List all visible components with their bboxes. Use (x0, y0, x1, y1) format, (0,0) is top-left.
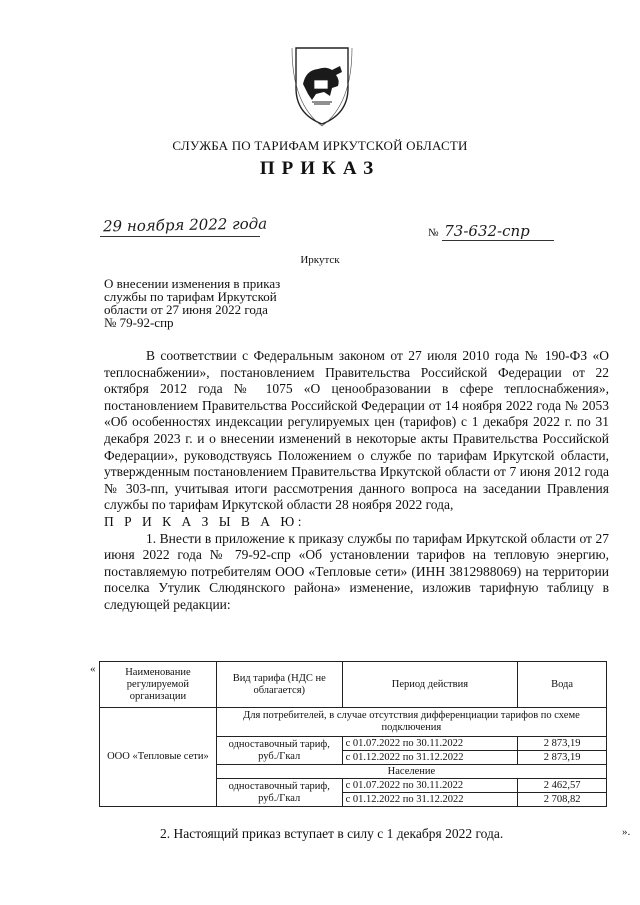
table-row (100, 708, 607, 737)
value-cell: 2 708,82 (518, 793, 607, 807)
tariff-table (99, 661, 607, 807)
header-tariff: Вид тарифа (НДС не облагается) (216, 662, 342, 708)
value-cell: 2 873,19 (518, 737, 607, 751)
subject-line: службы по тарифам Иркутской (104, 289, 277, 304)
coat-of-arms-icon (288, 44, 356, 128)
period-cell: с 01.12.2022 по 31.12.2022 (342, 751, 518, 765)
table-header-row (100, 662, 607, 708)
header-period: Период действия (342, 662, 518, 708)
org-name-cell: ООО «Тепловые сети» (100, 708, 217, 807)
section-population: Население (216, 765, 606, 779)
header-water: Вода (518, 662, 607, 708)
city: Иркутск (300, 254, 340, 266)
preamble-paragraph: В соответствии с Федеральным законом от 27 июля 2010 года № 190-ФЗ «О теплоснабжении», постановлением Правительства Российской Федерации от 22 октября 2012 года № 1075 «О ценообразовании в сфере теплоснабжения», постановлением Правительства Российской Федерации от 14 ноября 2022 года № 2053 «Об особенностях индексации регулируемых цен (тарифов) с 1 декабря 2022 г. по 31 декабря 2023 г. и о внесении изменений в некоторые акты Правительства Российской Федерации», руководствуясь Положением о службе по тарифам Иркутской области, утвержденным постановлением Правительства Иркутской области от 7 июня 2012 года № 303-пп, учитывая итоги рассмотрения данного вопроса на заседании Правления службы по тарифам Иркутской области 28 ноября 2022 года, (104, 348, 609, 513)
document-number (428, 222, 530, 240)
subject-block (104, 277, 332, 329)
period-cell: с 01.07.2022 по 30.11.2022 (342, 737, 518, 751)
tariff-type-cell: одноставочный тариф, руб./Гкал (216, 737, 342, 765)
number-underline (442, 240, 554, 241)
handwritten-number: 73-632-спр (444, 222, 530, 240)
document-type: ПРИКАЗ (259, 158, 381, 179)
item-2-paragraph: 2. Настоящий приказ вступает в силу с 1 декабря 2022 года. (160, 826, 504, 841)
body-text (104, 348, 609, 614)
tariff-type-cell: одноставочный тариф, руб./Гкал (216, 779, 342, 807)
number-sign: № (428, 227, 439, 239)
quote-close: ». (622, 826, 631, 838)
order-word: П Р И К А З Ы В А Ю: (104, 513, 306, 529)
section-consumers: Для потребителей, в случае отсутствия дифференциации тарифов по схеме подключения (216, 708, 606, 737)
period-cell: с 01.07.2022 по 30.11.2022 (342, 779, 518, 793)
subject-line: № 79-92-спр (104, 315, 174, 330)
handwritten-date: 29 ноября 2022 года (102, 214, 268, 236)
date-underline (100, 236, 260, 237)
item-1-paragraph: 1. Внести в приложение к приказу службы по тарифам Иркутской области от 27 июня 2022 года № 79-92-спр «Об установлении тарифов на тепловую энергию, поставляемую потребителям ООО «Тепловые сети» (ИНН 3812988069) на территории поселка Утулик Слюдянского района» изменение, изложив тарифную таблицу в следующей редакции: (104, 530, 609, 612)
header-org: Наименование регулируемой организации (100, 662, 217, 708)
value-cell: 2 873,19 (518, 751, 607, 765)
value-cell: 2 462,57 (518, 779, 607, 793)
period-cell: с 01.12.2022 по 31.12.2022 (342, 793, 518, 807)
agency-name: СЛУЖБА ПО ТАРИФАМ ИРКУТСКОЙ ОБЛАСТИ (172, 138, 468, 153)
subject-line: области от 27 июня 2022 года (104, 302, 268, 317)
subject-line: О внесении изменения в приказ (104, 276, 281, 291)
quote-open: « (90, 663, 96, 675)
